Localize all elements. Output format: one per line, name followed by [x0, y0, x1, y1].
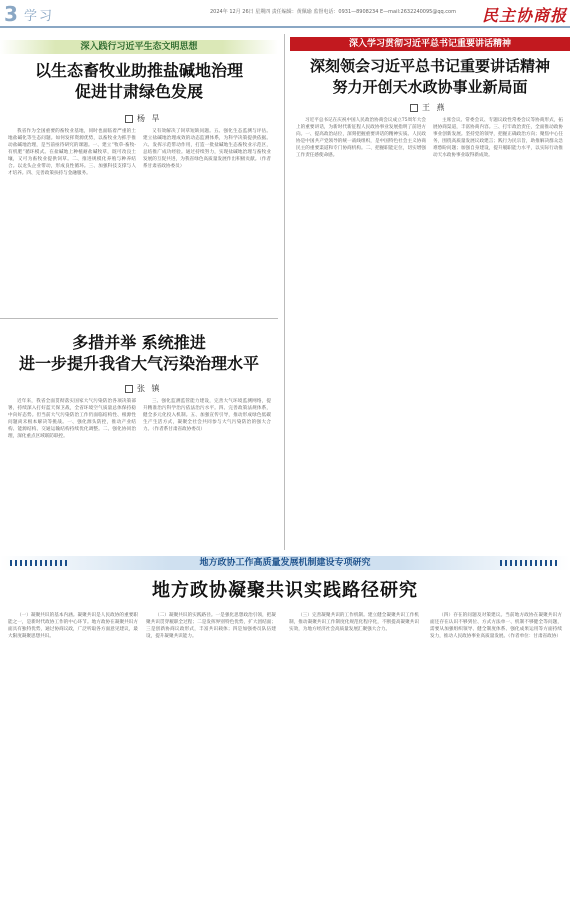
page-meta: 2024年 12月 26日 星期四 责任编辑：黄佩瑜 监督电话：0931—8908234 E—mail:2632240095@qq.com	[210, 9, 456, 15]
article2-column-2	[143, 398, 271, 548]
newspaper-masthead: 民主协商报	[482, 6, 568, 25]
article1-column-2-text: 又有效解决了饲草短缺问题。五、强化生态监测与评估。建立盐碱地治理成效的动态监测体系，为科学决策提供依据。六、发挥示范带动作用，打造一批盐碱地生态畜牧业示范区，总结推广成功经验。通过持续努力，实现盐碱地治理与畜牧业发展的互促共进，为我省绿色高质量发展作出积极贡献。（作者系甘肃省政协委员）	[143, 129, 271, 169]
bottom-column-2-text: （二）凝聚共识的实践路径。一是强化思想政治引领，把凝聚共识贯穿履职全过程；二是发挥界别特色优势，扩大团结面；三是创新协商议政形式，丰富共识载体；四是加强委员队伍建设，提升凝聚共识能力。	[146, 613, 276, 639]
article1-title	[0, 60, 278, 102]
band-ornament-left	[10, 560, 70, 566]
author-marker-icon	[125, 115, 133, 123]
right-article-title	[290, 56, 570, 98]
bottom-column-4	[430, 612, 562, 894]
right-article-author	[410, 102, 447, 113]
right-article-column-1-text: 习近平总书记在庆祝中国人民政治协商会议成立75周年大会上的重要讲话，为新时代新征程人民政协事业发展指明了前进方向。一、提高政治站位，深刻把握重要讲话的精神实质。人民政协是中国共产党领导的统一战线组织，是中国特色社会主义协商民主的重要渠道和专门协商机构。二、把握职能定位，切实增强工作责任感使命感。	[296, 118, 426, 158]
article2-author	[125, 383, 162, 394]
right-article-title-line1: 深刻领会习近平总书记重要讲话精神	[309, 57, 550, 75]
bottom-article-title: 地方政协凝聚共识实践路径研究	[152, 580, 418, 601]
article1-author	[125, 113, 162, 124]
bottom-column-1	[8, 612, 138, 894]
article2-title-line2: 进一步提升我省大气污染治理水平	[18, 354, 259, 373]
right-article-column-2-text: 主席会议、常委会议、专题议政性常委会议等协商形式，拓展协商渠道，丰富协商内容。三、打牢政治责任，全面推动政协事业创新发展。坚持党的领导，把握正确政治方向；聚焦中心任务，围绕高质量发展议政建言；践行为民宗旨，助推解决群众急难愁盼问题；加强自身建设，提升履职能力水平，以实际行动推动天水政协事业取得新成效。	[433, 118, 563, 158]
section-band-right	[290, 37, 570, 51]
page-number: 3	[4, 2, 18, 26]
article1-author-name: 杨 旱	[137, 114, 162, 123]
article2-title	[0, 332, 278, 374]
article2-column-1-text: 近年来，我省全面贯彻落实国家大气污染防治各项决策部署，持续深入打好蓝天保卫战，全省环境空气质量总体保持稳中向好态势。但当前大气污染防治工作仍面临结构性、根源性问题尚未根本解决等挑战。一、强化源头防控，推动产业结构、能源结构、交通运输结构持续优化调整。二、强化协同治理，深化重点区域联防联控。	[8, 399, 136, 439]
author-marker-icon	[410, 104, 418, 112]
article2-title-line1: 多措并举 系统推进	[72, 333, 206, 352]
bottom-column-4-text: （四）存在的问题及对策建议。当前地方政协在凝聚共识方面还存在认识不够到位、方式方法单一、机制不够健全等问题，需要从加强组织领导、健全制度体系、强化成果运用等方面持续发力，推动人民政协事业高质量发展。（作者单位：甘肃省政协）	[430, 613, 562, 639]
article1-column-2	[143, 128, 271, 308]
right-article-column-1	[296, 117, 426, 547]
page-name: 学习	[24, 9, 55, 24]
article1-title-line2: 促进甘肃绿色发展	[74, 82, 203, 101]
author-marker-icon	[125, 385, 133, 393]
article1-column-1-text: 我省作为全国重要的畜牧业基地，同时也面临着严重的土地盐碱化等生态问题。如何发挥资源优势，以畜牧业为抓手推动盐碱地治理，是当前亟待研究的课题。一、建立“牧草-畜牧-有机肥”循环模式。在盐碱地上种植耐盐碱牧草，既可改良土壤，又可为畜牧业提供饲草。二、推进规模化养殖与种养结合。以龙头企业带动，形成良性循环。三、加强科技支撑与人才培养。四、完善政策扶持与金融服务。	[8, 129, 136, 176]
bottom-section-band-label: 地方政协工作高质量发展机制建设专项研究	[199, 558, 371, 568]
right-article-column-2	[433, 117, 563, 547]
article1-column-1	[8, 128, 136, 308]
band-ornament-right	[500, 560, 560, 566]
article1-title-line1: 以生态畜牧业助推盐碱地治理	[34, 61, 243, 80]
section-band-right-label: 深入学习贯彻习近平总书记重要讲话精神	[348, 39, 511, 49]
bottom-section-band	[0, 556, 570, 570]
article2-column-1	[8, 398, 136, 548]
right-article-title-line2: 努力开创天水政协事业新局面	[332, 78, 528, 96]
section-band-left-label: 深入践行习近平生态文明思想	[80, 42, 198, 52]
column-divider	[284, 34, 285, 550]
right-article-author-name: 王 燕	[422, 103, 447, 112]
bottom-column-1-text: （一）凝聚共识的基本内涵。凝聚共识是人民政协的重要职能之一，是新时代政协工作的中心环节。地方政协在凝聚共识方面具有独特优势，通过协商议政，广泛听取各方面意见建议，最大限度凝聚思想共识。	[8, 613, 138, 639]
page-header	[0, 0, 570, 28]
bottom-column-2	[146, 612, 276, 894]
article-divider	[0, 318, 278, 319]
bottom-column-3-text: （三）完善凝聚共识的工作机制。建立健全凝聚共识工作机制，推动凝聚共识工作制度化规范化程序化，不断提高凝聚共识实效，为地方经济社会高质量发展汇聚强大合力。	[289, 613, 419, 632]
section-band-left	[0, 40, 278, 54]
bottom-column-3	[289, 612, 419, 894]
article2-author-name: 张 镇	[137, 384, 162, 393]
header-rule	[0, 26, 570, 28]
article2-column-2-text: 三、强化监测监管能力建设，完善大气环境监测网络，提升精准治污科学治污依法治污水平。四、完善政策法规体系，健全多元化投入机制。五、加强宣传引导，推动形成绿色低碳生产生活方式，凝聚全社会共同参与大气污染防治的强大合力。（作者系甘肃省政协委员）	[143, 399, 271, 432]
